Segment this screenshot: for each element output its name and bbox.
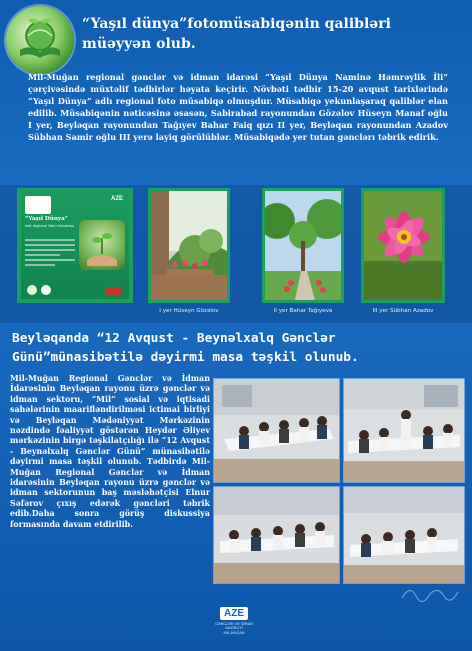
- region-name: MİL-MUĞAN: [223, 630, 245, 635]
- poster-title: “Yaşıl Dünya”: [25, 216, 68, 222]
- ministry-logo: [209, 601, 259, 643]
- poster-text-lines: [25, 236, 75, 276]
- aze-logo-text: AZE: [220, 607, 248, 620]
- article-body: Mil-Muğan regional gənclər və idman idarəsi “Yaşıl Dünya Naminə Həmrəylik İli” çərçivəsində müxtəlif tədbirlər həyata keçirir. Növbəti tədbir 15-20 avqust tarixlərində “Yaşıl Dünya” adlı regional foto müsabiqə olmuşdur. Müsabiqə yekunlaşaraq qaliblər elan edilib. Müsabiqənin nəticəsinə əsasən, Sabirabad rayonundan Gözəlov Hüseyn Manaf oğlu I yer, Beyləqan rayonundan Tağıyev Bahar Faiq qızı II yer, Beyləqan rayonundan Azadov Sübhan Samir oğlu III yerə layiq görülüblər. Müsabiqədə yer tutan gənclərı təbrik edirik.: [28, 72, 448, 142]
- event-photo: [213, 486, 340, 584]
- poster-emblem-icon: [41, 285, 51, 295]
- page-title: “Yaşıl dünya”fotomüsabiqənin qalibləri müəyyən olub.: [82, 16, 391, 52]
- event-photo: [343, 486, 465, 584]
- article-title: Beyləqanda “12 Avqust - Beynəlxalq Gənclər Günü”münasibətilə dəyirmi masa təşkil olunub.: [12, 331, 359, 365]
- poster-hands-plant-image: [79, 220, 125, 270]
- event-photo: [213, 378, 340, 483]
- poster-people-image: [25, 196, 51, 214]
- poster-subtitle: adlı regional foto müsabiqə: [25, 224, 75, 228]
- poster-brand: AZE: [111, 196, 123, 202]
- caption-second-place: II yer Bahar Tağıyeva: [273, 308, 333, 314]
- photo-third-place: [361, 188, 445, 303]
- caption-first-place: I yer Hüseyn Gözəlov: [159, 308, 219, 314]
- ministry-name: GƏNCLƏR VƏ İDMAN NAZİRLİYİ: [215, 622, 253, 631]
- caption-third-place: III yer Sübhan Azadov: [372, 308, 434, 314]
- poster-emblem-icon: [27, 285, 37, 295]
- signature: [398, 580, 462, 606]
- photo-first-place: [148, 188, 230, 303]
- photo-second-place: [262, 188, 344, 303]
- green-world-logo: [6, 6, 74, 74]
- contest-poster: [17, 188, 133, 303]
- poster-flag-icon: [105, 287, 121, 295]
- article-body: Mil-Muğan Regional Gənclər və İdman İdarəsinin Beyləqan rayonu üzrə gənclər və idman sektoru, “Mil” sosial və iqtisadi sahələrinin maarifləndirilməsi ictimai birliyi və Beyləqan Mədəniyyət Mərkəzinin nəzdində fəaliyyət göstərən Heydər Əliyev mərkəzinin birgə təşkilatçılığı ilə “12 Avqust - Beynəlxalq Gənclər Günü” münasibətilə dəyirmi masa təşkil olunub. Tədbirdə Mil-Muğan Regional Gənclər və İdman idarəsinin Beyləqan rayonu üzrə gənclər və idman sektorunun baş məsləhətçisi Elnur Səfərov çıxış edərək gəncləri təbrik edib.Daha sonra görüş diskussiya formasında davam etdirilib.: [10, 374, 210, 529]
- event-photo: [343, 378, 465, 483]
